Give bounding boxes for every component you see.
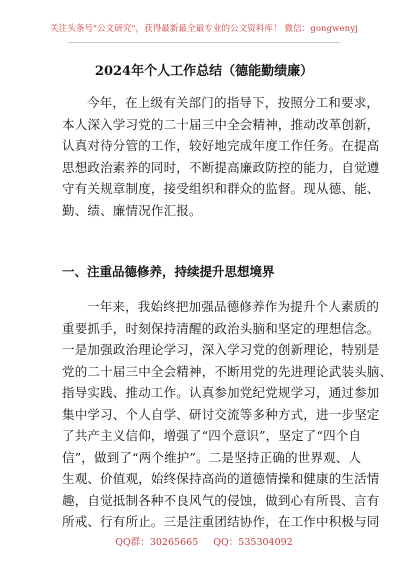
paragraph-line: 集中学习、个人自学、研讨交流等多种方式，进一步坚定 [62,406,380,422]
footer-qq-group: QQ群：30265665 [115,537,199,548]
section-paragraph [62,296,393,533]
paragraph-line: 思想政治素养的同时，不断提高廉政防控的能力，自觉遵 [62,159,380,175]
header-banner: 关注头条号"公文研究"，获得最新最全最专业的公文资料库！ 微信：gongwenyj [50,24,358,34]
paragraph-line: 认真对待分管的工作，较好地完成年度工作任务。在提高 [62,138,380,153]
paragraph-line: 趣，自觉抵制各种不良风气的侵蚀，做到心有所畏、言有 [62,492,380,508]
paragraph-line: 指导实践、推动工作。认真参加党纪党规学习，通过参加 [62,385,380,400]
section-heading: 一、注重品德修养，持续提升思想境界 [62,264,275,279]
paragraph-line: 生观、价值观，始终保持高尚的道德情操和健康的生活情 [62,471,380,486]
paragraph-line: 了共产主义信仰，增强了“四个意识”，坚定了“四个自 [62,428,362,443]
footer-qq: QQ：535304092 [213,537,293,548]
paragraph-line: 信”，做到了“两个维护”。二是坚持正确的世界观、人 [62,449,362,465]
paragraph-line: 所戒、行有所止。三是注重团结协作，在工作中积极与同 [62,514,380,529]
paragraph-line: 重要抓手，时刻保持清醒的政治头脑和坚定的理想信念。 [62,320,380,336]
document-title: 2024年个人工作总结（德能勤绩廉） [94,64,314,79]
paragraph-line: 党的二十届三中全会精神，不断用党的先进理论武装头脑、 [62,363,393,379]
paragraph-line: 一是加强政治理论学习，深入学习党的创新理论，特别是 [62,342,380,357]
page-footer [0,534,408,548]
paragraph-line: 守有关规章制度，接受组织和群众的监督。现从德、能、 [62,181,380,196]
paragraph-line: 今年，在上级有关部门的指导下，按照分工和要求， [87,95,380,110]
paragraph-line: 一年来，我始终把加强品德修养作为提升个人素质的 [87,299,380,314]
paragraph-line: 勤、绩、廉情况作汇报。 [62,202,202,218]
intro-paragraph [62,92,380,221]
header-divider [68,42,340,43]
paragraph-line: 本人深入学习党的二十届三中全会精神，推动改革创新， [62,116,380,132]
